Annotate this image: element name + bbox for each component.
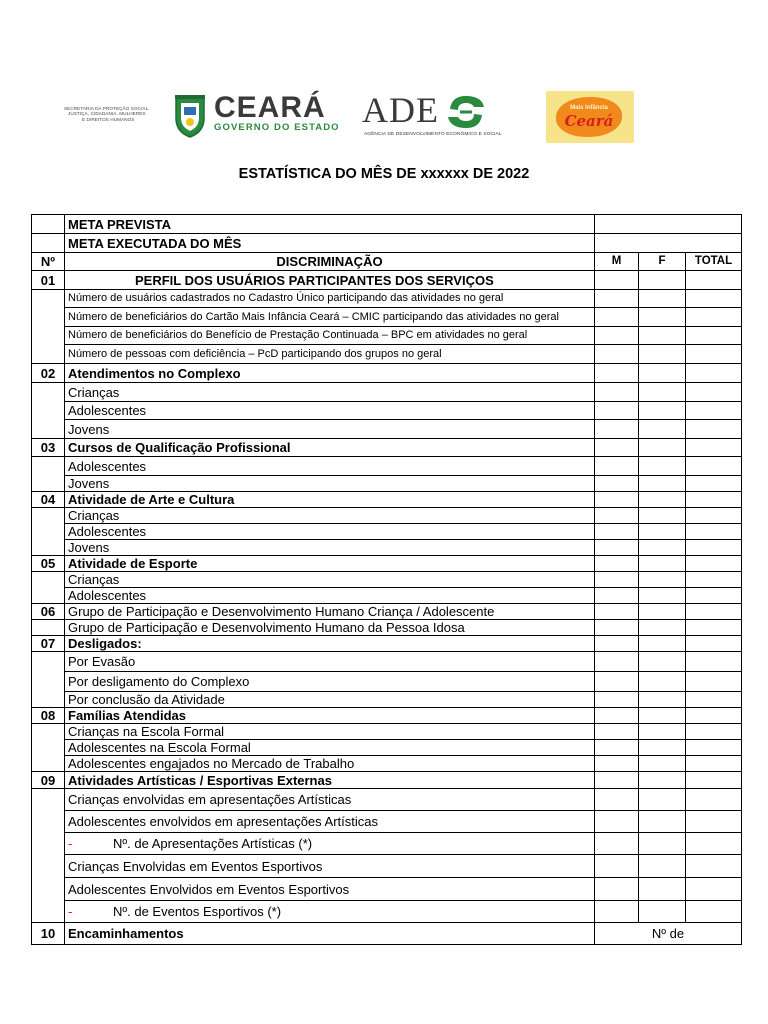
table-row <box>32 234 742 253</box>
secretaria-line: JUSTIÇA, CIDADANIA, MULHERES <box>68 111 146 117</box>
table-row <box>32 308 742 327</box>
column-header-row <box>32 253 742 271</box>
total-cell[interactable] <box>686 271 742 290</box>
f-cell[interactable] <box>639 672 686 692</box>
m-cell[interactable] <box>595 383 639 402</box>
ceara-logo-title: CEARÁ <box>214 91 326 124</box>
total-cell[interactable] <box>686 572 742 588</box>
table-row <box>32 620 742 636</box>
m-cell[interactable] <box>595 402 639 420</box>
m-cell[interactable] <box>595 833 639 855</box>
row-label: Número de pessoas com deficiência – PcD participando dos grupos no geral <box>65 345 595 364</box>
row-label: Jovens <box>65 476 595 492</box>
meta-executada-label: META EXECUTADA DO MÊS <box>65 234 595 253</box>
m-cell[interactable] <box>595 756 639 772</box>
f-cell[interactable] <box>639 402 686 420</box>
f-cell[interactable] <box>639 345 686 364</box>
section-number: 05 <box>32 556 65 572</box>
table-row <box>32 756 742 772</box>
encaminhamentos-count-label: Nº de <box>595 923 742 945</box>
empty-number-cell <box>32 457 65 492</box>
section-header-row <box>32 492 742 508</box>
m-cell[interactable] <box>595 652 639 672</box>
empty-cell <box>32 234 65 253</box>
f-cell[interactable] <box>639 327 686 345</box>
table-row <box>32 724 742 740</box>
table-row <box>32 855 742 878</box>
f-cell[interactable] <box>639 383 686 402</box>
total-cell[interactable] <box>686 692 742 708</box>
total-cell[interactable] <box>686 290 742 308</box>
table-row <box>32 215 742 234</box>
m-cell[interactable] <box>595 878 639 901</box>
section-number: 06 <box>32 604 65 620</box>
total-cell[interactable] <box>686 833 742 855</box>
row-label: Crianças envolvidas em apresentações Artísticas <box>65 789 595 811</box>
empty-number-cell <box>32 652 65 708</box>
table-row <box>32 901 742 923</box>
m-cell[interactable] <box>595 572 639 588</box>
row-label: Adolescentes <box>65 402 595 420</box>
f-cell[interactable] <box>639 604 686 620</box>
table-row <box>32 508 742 524</box>
row-label: Adolescentes envolvidos em apresentações Artísticas <box>65 811 595 833</box>
m-cell[interactable] <box>595 620 639 636</box>
f-cell[interactable] <box>639 420 686 439</box>
m-cell[interactable] <box>595 508 639 524</box>
section-number: 02 <box>32 364 65 383</box>
f-cell[interactable] <box>639 772 686 789</box>
section-number: 01 <box>32 271 65 290</box>
table-row <box>32 572 742 588</box>
total-cell[interactable] <box>686 772 742 789</box>
section-header-row <box>32 556 742 572</box>
total-cell[interactable] <box>686 724 742 740</box>
table-row <box>32 672 742 692</box>
ade-swirl-icon <box>444 93 488 131</box>
total-cell[interactable] <box>686 708 742 724</box>
total-cell[interactable] <box>686 556 742 572</box>
m-cell[interactable] <box>595 811 639 833</box>
row-label: Adolescentes Envolvidos em Eventos Esportivos <box>65 878 595 901</box>
table-row <box>32 476 742 492</box>
secretaria-line: SECRETARIA DA PROTEÇÃO SOCIAL, <box>64 106 150 111</box>
m-cell[interactable] <box>595 588 639 604</box>
m-cell[interactable] <box>595 708 639 724</box>
table-row <box>32 540 742 556</box>
empty-number-cell <box>32 620 65 636</box>
section-title: PERFIL DOS USUÁRIOS PARTICIPANTES DOS SERVIÇOS <box>65 271 595 290</box>
f-cell[interactable] <box>639 439 686 457</box>
row-label: Crianças <box>65 508 595 524</box>
empty-number-cell <box>32 508 65 556</box>
m-cell[interactable] <box>595 540 639 556</box>
table-row <box>32 524 742 540</box>
empty-number-cell <box>32 724 65 772</box>
table-row <box>32 833 742 855</box>
table-row <box>32 420 742 439</box>
total-cell[interactable] <box>686 604 742 620</box>
f-cell[interactable] <box>639 789 686 811</box>
section-header-row <box>32 364 742 383</box>
row-label: Por Evasão <box>65 652 595 672</box>
f-cell[interactable] <box>639 524 686 540</box>
section-title: Famílias Atendidas <box>65 708 595 724</box>
total-cell[interactable] <box>686 508 742 524</box>
section-number: 03 <box>32 439 65 457</box>
f-cell[interactable] <box>639 290 686 308</box>
row-label: Por conclusão da Atividade <box>65 692 595 708</box>
row-label: Crianças na Escola Formal <box>65 724 595 740</box>
table-row <box>32 383 742 402</box>
table-row <box>32 327 742 345</box>
total-cell[interactable] <box>686 855 742 878</box>
f-cell[interactable] <box>639 492 686 508</box>
f-cell[interactable] <box>639 878 686 901</box>
total-cell[interactable] <box>686 439 742 457</box>
row-label: Adolescentes <box>65 588 595 604</box>
total-cell[interactable] <box>686 636 742 652</box>
f-cell[interactable] <box>639 457 686 476</box>
empty-number-cell <box>32 572 65 604</box>
row-label: Por desligamento do Complexo <box>65 672 595 692</box>
f-cell[interactable] <box>639 540 686 556</box>
f-cell[interactable] <box>639 855 686 878</box>
total-cell[interactable] <box>686 492 742 508</box>
total-cell[interactable] <box>686 789 742 811</box>
row-label: Adolescentes <box>65 524 595 540</box>
ceara-coat-of-arms-icon <box>172 94 208 138</box>
section-title: Atividade de Arte e Cultura <box>65 492 595 508</box>
empty-cell <box>32 215 65 234</box>
total-cell[interactable] <box>686 620 742 636</box>
meta-prevista-label: META PREVISTA <box>65 215 595 234</box>
total-cell[interactable] <box>686 457 742 476</box>
meta-prevista-value[interactable] <box>595 215 742 234</box>
section-header-row <box>32 271 742 290</box>
f-cell[interactable] <box>639 476 686 492</box>
empty-number-cell <box>32 383 65 439</box>
total-cell[interactable] <box>686 345 742 364</box>
mais-infancia-badge <box>556 97 622 137</box>
total-cell[interactable] <box>686 652 742 672</box>
m-cell[interactable] <box>595 457 639 476</box>
total-cell[interactable] <box>686 524 742 540</box>
table-row <box>32 457 742 476</box>
f-cell[interactable] <box>639 508 686 524</box>
section-header-row <box>32 923 742 945</box>
f-cell[interactable] <box>639 724 686 740</box>
m-cell[interactable] <box>595 636 639 652</box>
table-row <box>32 811 742 833</box>
total-cell[interactable] <box>686 308 742 327</box>
mais-infancia-main-text: Ceará <box>564 112 614 130</box>
total-cell[interactable] <box>686 402 742 420</box>
row-label: Jovens <box>65 540 595 556</box>
col-header-m: M <box>595 253 639 271</box>
section-header-row <box>32 708 742 724</box>
total-cell[interactable] <box>686 327 742 345</box>
row-label-text: Nº. de Eventos Esportivos (*) <box>113 904 282 919</box>
m-cell[interactable] <box>595 476 639 492</box>
f-cell[interactable] <box>639 556 686 572</box>
f-cell[interactable] <box>639 833 686 855</box>
row-label: Crianças Envolvidas em Eventos Esportivos <box>65 855 595 878</box>
total-cell[interactable] <box>686 476 742 492</box>
m-cell[interactable] <box>595 308 639 327</box>
total-cell[interactable] <box>686 364 742 383</box>
m-cell[interactable] <box>595 290 639 308</box>
section-title: Desligados: <box>65 636 595 652</box>
m-cell[interactable] <box>595 327 639 345</box>
row-label: Adolescentes engajados no Mercado de Trabalho <box>65 756 595 772</box>
row-label: Grupo de Participação e Desenvolvimento Humano Criança / Adolescente <box>65 604 595 620</box>
empty-number-cell <box>32 789 65 923</box>
section-title: Atividades Artísticas / Esportivas Externas <box>65 772 595 789</box>
row-label: Número de usuários cadastrados no Cadastro Único participando das atividades no geral <box>65 290 595 308</box>
total-cell[interactable] <box>686 588 742 604</box>
f-cell[interactable] <box>639 572 686 588</box>
m-cell[interactable] <box>595 692 639 708</box>
total-cell[interactable] <box>686 756 742 772</box>
f-cell[interactable] <box>639 811 686 833</box>
m-cell[interactable] <box>595 772 639 789</box>
m-cell[interactable] <box>595 556 639 572</box>
row-label <box>65 833 595 855</box>
m-cell[interactable] <box>595 492 639 508</box>
m-cell[interactable] <box>595 439 639 457</box>
empty-number-cell <box>32 290 65 364</box>
f-cell[interactable] <box>639 692 686 708</box>
mais-infancia-logo <box>546 91 634 143</box>
row-label: Adolescentes na Escola Formal <box>65 740 595 756</box>
m-cell[interactable] <box>595 789 639 811</box>
meta-executada-value[interactable] <box>595 234 742 253</box>
m-cell[interactable] <box>595 345 639 364</box>
m-cell[interactable] <box>595 364 639 383</box>
section-header-row <box>32 439 742 457</box>
m-cell[interactable] <box>595 724 639 740</box>
ade-logo-subtitle: AGÊNCIA DE DESENVOLVIMENTO ECONÔMICO E SOCIAL <box>364 132 502 137</box>
f-cell[interactable] <box>639 708 686 724</box>
total-cell[interactable] <box>686 540 742 556</box>
col-header-num: Nº <box>32 253 65 271</box>
section-number: 09 <box>32 772 65 789</box>
row-label-text: Nº. de Apresentações Artísticas (*) <box>113 836 313 851</box>
f-cell[interactable] <box>639 652 686 672</box>
row-label <box>65 901 595 923</box>
section-title: Atendimentos no Complexo <box>65 364 595 383</box>
f-cell[interactable] <box>639 588 686 604</box>
table-row <box>32 789 742 811</box>
m-cell[interactable] <box>595 420 639 439</box>
f-cell[interactable] <box>639 308 686 327</box>
ade-logo-title: ADE <box>362 90 439 130</box>
section-number: 08 <box>32 708 65 724</box>
row-label: Número de beneficiários do Benefício de Prestação Continuada – BPC em atividades no geral <box>65 327 595 345</box>
row-label: Crianças <box>65 383 595 402</box>
m-cell[interactable] <box>595 740 639 756</box>
f-cell[interactable] <box>639 271 686 290</box>
total-cell[interactable] <box>686 672 742 692</box>
table-row <box>32 878 742 901</box>
table-row <box>32 588 742 604</box>
f-cell[interactable] <box>639 901 686 923</box>
section-title: Encaminhamentos <box>65 923 595 945</box>
secretaria-line: E DIREITOS HUMANOS <box>82 116 135 122</box>
section-title: Atividade de Esporte <box>65 556 595 572</box>
m-cell[interactable] <box>595 672 639 692</box>
table-row <box>32 402 742 420</box>
total-cell[interactable] <box>686 740 742 756</box>
f-cell[interactable] <box>639 636 686 652</box>
section-header-row <box>32 772 742 789</box>
section-number: 07 <box>32 636 65 652</box>
total-cell[interactable] <box>686 811 742 833</box>
f-cell[interactable] <box>639 740 686 756</box>
section-number: 10 <box>32 923 65 945</box>
ceara-logo-subtitle: GOVERNO DO ESTADO <box>214 122 340 133</box>
row-label: Crianças <box>65 572 595 588</box>
m-cell[interactable] <box>595 855 639 878</box>
total-cell[interactable] <box>686 878 742 901</box>
total-cell[interactable] <box>686 383 742 402</box>
section-title: Cursos de Qualificação Profissional <box>65 439 595 457</box>
red-dash-marker: - <box>68 836 73 851</box>
header-logos <box>0 0 768 160</box>
section-header-row <box>32 636 742 652</box>
statistics-table <box>31 214 742 945</box>
col-header-desc: DISCRIMINAÇÃO <box>65 253 595 271</box>
page-title: ESTATÍSTICA DO MÊS DE xxxxxx DE 2022 <box>238 166 530 182</box>
secretaria-logo-text <box>64 106 170 122</box>
m-cell[interactable] <box>595 524 639 540</box>
mais-infancia-top-text: Mais Infância <box>570 105 608 111</box>
total-cell[interactable] <box>686 420 742 439</box>
table-row <box>32 740 742 756</box>
col-header-f: F <box>639 253 686 271</box>
table-row <box>32 345 742 364</box>
table-row <box>32 604 742 620</box>
m-cell[interactable] <box>595 271 639 290</box>
row-label: Número de beneficiários do Cartão Mais Infância Ceará – CMIC participando das atividades no geral <box>65 308 595 327</box>
row-label: Adolescentes <box>65 457 595 476</box>
total-cell[interactable] <box>686 901 742 923</box>
table-row <box>32 290 742 308</box>
table-row <box>32 652 742 672</box>
f-cell[interactable] <box>639 364 686 383</box>
section-number: 04 <box>32 492 65 508</box>
col-header-total: TOTAL <box>686 253 742 271</box>
m-cell[interactable] <box>595 901 639 923</box>
m-cell[interactable] <box>595 604 639 620</box>
table-row <box>32 692 742 708</box>
row-label: Grupo de Participação e Desenvolvimento Humano da Pessoa Idosa <box>65 620 595 636</box>
red-dash-marker: - <box>68 904 73 919</box>
f-cell[interactable] <box>639 756 686 772</box>
f-cell[interactable] <box>639 620 686 636</box>
row-label: Jovens <box>65 420 595 439</box>
